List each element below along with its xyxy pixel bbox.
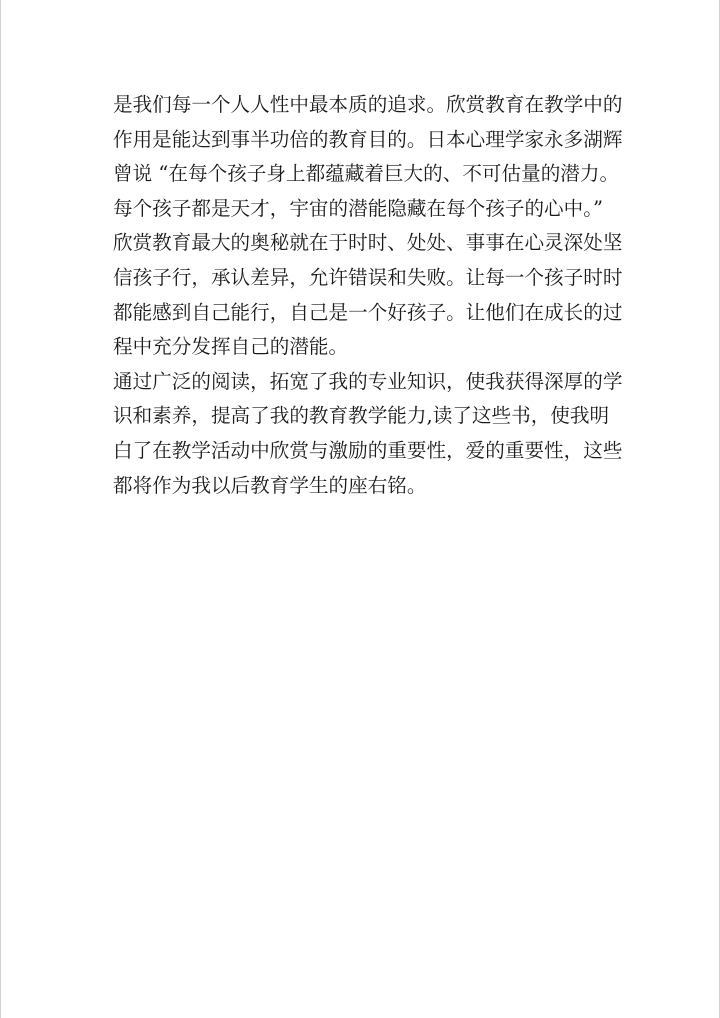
body-text [113, 88, 623, 503]
text-line: 曾说 “在每个孩子身上都蕴藏着巨大的、不可估量的潜力。 [113, 162, 620, 186]
text-line: 白了在教学活动中欣赏与激励的重要性，爱的重要性，这些 [113, 438, 623, 462]
text-line: 通过广泛的阅读，拓宽了我的专业知识，使我获得深厚的学 [113, 369, 623, 393]
text-line: 作用是能达到事半功倍的教育目的。日本心理学家永多湖辉 [113, 127, 623, 151]
text-line: 都将作为我以后教育学生的座右铭。 [113, 473, 427, 497]
text-line: 每个孩子都是天才，宇宙的潜能隐藏在每个孩子的心中。” [113, 196, 604, 220]
text-line: 程中充分发挥自己的潜能。 [113, 335, 349, 359]
text-line: 都能感到自己能行，自己是一个好孩子。让他们在成长的过 [113, 300, 623, 324]
text-line: 信孩子行，承认差异，允许错误和失败。让每一个孩子时时 [113, 265, 623, 289]
text-line: 识和素养，提高了我的教育教学能力,读了这些书，使我明 [113, 404, 610, 428]
text-line: 欣赏教育最大的奥秘就在于时时、处处、事事在心灵深处坚 [113, 231, 623, 255]
text-line: 是我们每一个人人性中最本质的追求。欣赏教育在教学中的 [113, 93, 623, 116]
